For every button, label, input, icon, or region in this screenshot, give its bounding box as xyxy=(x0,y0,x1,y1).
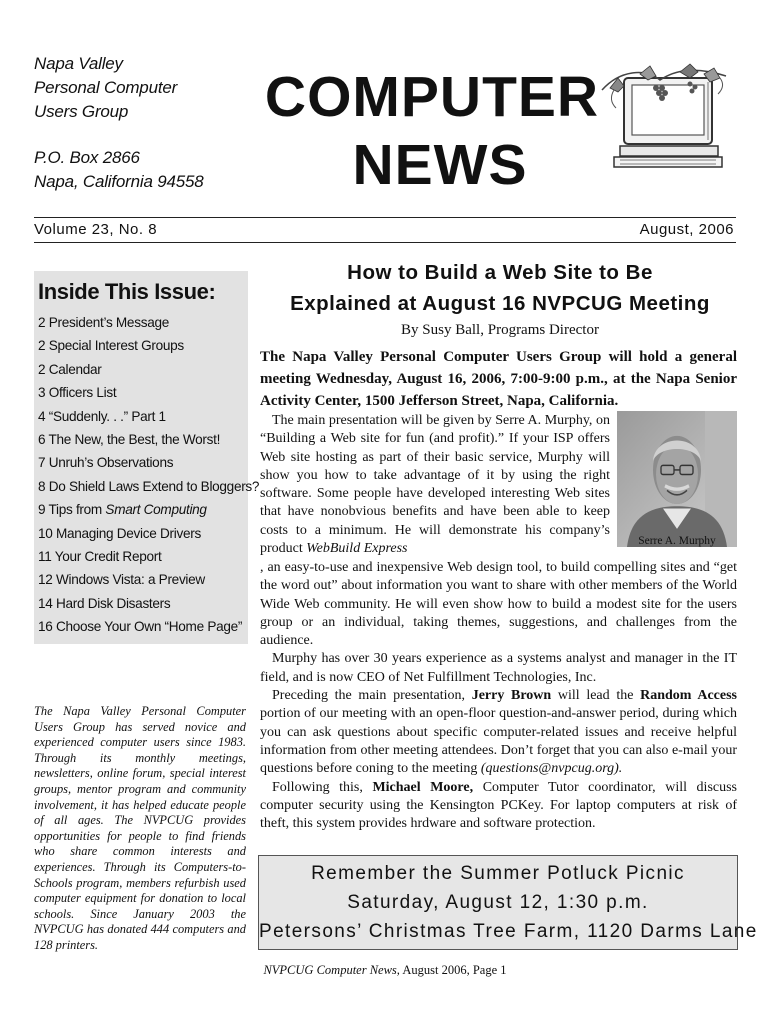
article-body-wrapped xyxy=(260,412,610,558)
paragraph-text: will lead the xyxy=(557,688,634,704)
footer-publication: NVPCUG Computer News, xyxy=(263,963,400,977)
contents-item[interactable] xyxy=(38,428,259,451)
contents-link[interactable]: 9 Tips from Smart Computing xyxy=(38,502,207,518)
speaker-photo xyxy=(617,411,737,547)
contents-link[interactable]: 7 Unruh’s Observations xyxy=(38,455,174,471)
org-name-line: Napa Valley xyxy=(34,54,123,73)
article-paragraph xyxy=(260,779,737,834)
computer-logo-icon xyxy=(600,60,730,170)
contents-link[interactable]: 4 “Suddenly. . .” Part 1 xyxy=(38,408,166,424)
paragraph-text: Preceding the main presentation, xyxy=(272,688,466,704)
issue-date: August, 2006 xyxy=(639,221,734,238)
page-footer xyxy=(0,963,770,978)
mission-statement: The Napa Valley Personal Computer Users Group has served novice and experienced computer users since 1983. Through its monthly meetings, newsletters, online forum, special interest groups, mentor program and community involvement, it has helped educate people of all ages. The NVPCUG provides opportunities for people to find friends who share common interests and experiences. Through its Computers-to-Schools program, members refurbish used computer equipment for donation to local schools. Since January 2003 the NVPCUG has donated 444 computers and 128 printers. xyxy=(34,704,246,952)
picnic-line: Saturday, August 12, 1:30 p.m. xyxy=(347,892,649,913)
inside-heading: Inside This Issue: xyxy=(38,279,216,304)
paragraph-text: portion of our meeting with an open-floor question-and-answer period, during which you can ask questions about specific computer-related issues and receive helpful information from other meeting attendees. Don’t forget that you can also e-mail your questions before coning to the meeting xyxy=(260,706,737,777)
contents-item[interactable] xyxy=(38,358,259,381)
paragraph-text: Computer Tutor coordinator, will discuss computer security using the Kensington PCKey. For laptop computers at risk of theft, this system provides hrdware and software protection. xyxy=(260,779,738,832)
article-paragraph xyxy=(260,412,610,558)
contents-link[interactable]: 12 Windows Vista: a Preview xyxy=(38,572,205,588)
picnic-announcement xyxy=(258,855,758,950)
contents-item[interactable] xyxy=(38,381,259,404)
presenter-name: Michael Moore, xyxy=(372,779,474,795)
address-line: P.O. Box 2866 xyxy=(34,148,140,167)
newsletter-title xyxy=(252,64,612,198)
article-paragraph xyxy=(260,559,737,650)
picnic-line: Remember the Summer Potluck Picnic xyxy=(311,863,685,884)
contents-link[interactable]: 8 Do Shield Laws Extend to Bloggers? xyxy=(38,478,260,494)
contents-link[interactable]: 11 Your Credit Report xyxy=(38,548,162,564)
paragraph-text: Following this, xyxy=(272,779,363,795)
address-line: Napa, California 94558 xyxy=(34,172,204,191)
contents-link[interactable]: 2 Calendar xyxy=(38,361,102,377)
org-name-line: Users Group xyxy=(34,102,129,121)
contents-item[interactable] xyxy=(38,334,259,357)
volume-number: Volume 23, No. 8 xyxy=(34,221,158,238)
contents-link[interactable]: 2 President’s Message xyxy=(38,315,169,330)
contents-item[interactable] xyxy=(38,545,259,568)
contents-link[interactable]: 6 The New, the Best, the Worst! xyxy=(38,431,221,447)
contents-item[interactable] xyxy=(38,522,259,545)
article-paragraph: Murphy has over 30 years experience as a systems analyst and manager in the IT field, and is now CEO of Net Fulfillment Technologies, Inc. xyxy=(260,651,737,685)
issue-line xyxy=(34,221,736,241)
article-byline: By Susy Ball, Programs Director xyxy=(401,322,599,338)
contents-item[interactable] xyxy=(38,475,259,498)
masthead-rule xyxy=(34,217,736,218)
picnic-line: Petersons’ Christmas Tree Farm, 1120 Darms Lane xyxy=(259,921,758,942)
contents-item[interactable] xyxy=(38,568,259,591)
article-lead: The Napa Valley Personal Computer Users Group will hold a general meeting Wednesday, August 16, 2006, 7:00-9:00 p.m., at the Napa Senior Activity Center, 1500 Jefferson Street, Napa, California. xyxy=(260,349,737,409)
email-link[interactable]: (questions@nvpcug.org). xyxy=(480,761,623,777)
contents-list xyxy=(38,311,259,638)
contents-link[interactable]: 16 Choose Your Own “Home Page” xyxy=(38,619,243,635)
org-info xyxy=(34,52,244,194)
contents-item[interactable] xyxy=(38,592,259,615)
org-name-line: Personal Computer xyxy=(34,78,178,97)
article-body xyxy=(260,559,737,833)
segment-name: Random Access xyxy=(640,688,737,704)
title-computer: COMPUTER xyxy=(264,65,600,129)
masthead-rule xyxy=(34,242,736,243)
contents-item[interactable] xyxy=(38,498,259,521)
footer-page: August 2006, Page 1 xyxy=(402,963,507,977)
contents-item[interactable] xyxy=(38,405,259,428)
headline-line: Explained at August 16 NVPCUG Meeting xyxy=(290,292,710,315)
contents-item[interactable] xyxy=(38,311,259,334)
contents-link[interactable]: 2 Special Interest Groups xyxy=(38,338,184,354)
contents-item[interactable] xyxy=(38,615,259,638)
title-news: NEWS xyxy=(352,133,528,197)
contents-link[interactable]: 14 Hard Disk Disasters xyxy=(38,595,171,611)
presenter-name: Jerry Brown xyxy=(471,688,552,704)
paragraph-text: , an easy-to-use and inexpensive Web design tool, to build compelling sites and “get the word out” about information you want to share with other members of the World Wide Web community. He will even show how to build a modest site for the users group or an individual, taking themes, suggestions, and challenges from the audience. xyxy=(260,560,737,649)
photo-caption: Serre A. Murphy xyxy=(638,535,716,547)
publication-name: Smart Computing xyxy=(105,502,207,518)
article-paragraph xyxy=(260,687,737,778)
contents-link[interactable]: 10 Managing Device Drivers xyxy=(38,525,201,541)
contents-link[interactable]: 3 Officers List xyxy=(38,385,117,401)
contents-item[interactable] xyxy=(38,451,259,474)
inside-this-issue-box xyxy=(34,271,260,644)
paragraph-text: The main presentation will be given by Serre A. Murphy, on “Building a Web site for fun (and profit).” If your ISP offers Web site hosting as part of their basic service, Murphy will show you how to take advantage of it by using the right software. Some people have developed interesting Web sites that have nonobvious benefits and have been able to keep costs to a minimum. He will demonstrate his company’s product xyxy=(260,413,610,557)
product-name: WebBuild Express xyxy=(302,541,408,557)
article-headline xyxy=(262,257,738,319)
headline-line: How to Build a Web Site to Be xyxy=(347,261,653,284)
